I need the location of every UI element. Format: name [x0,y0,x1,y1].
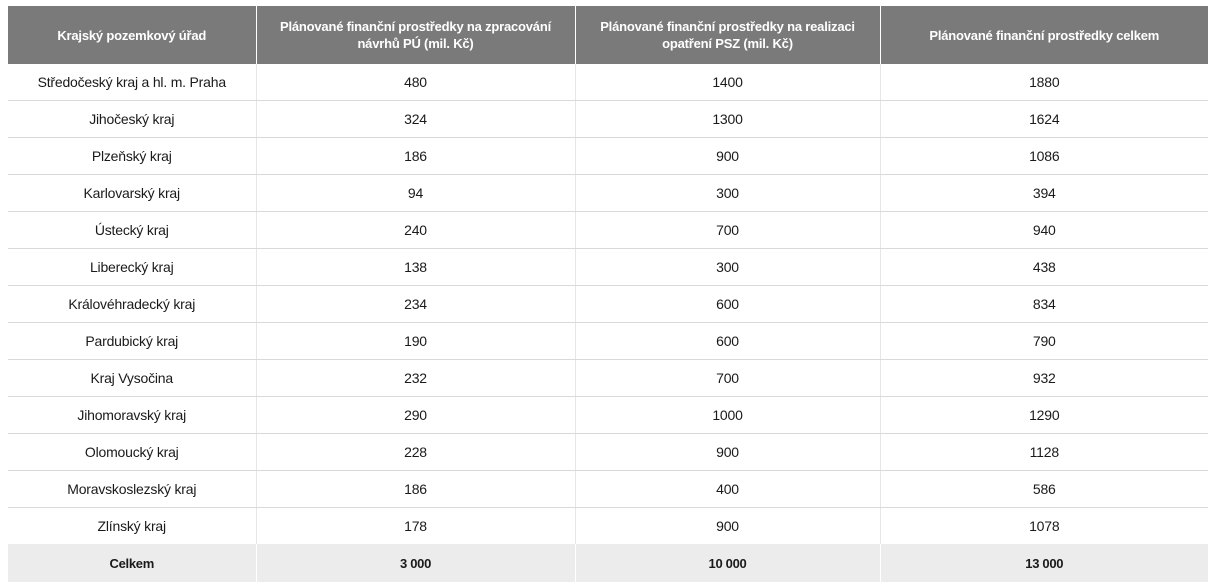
cell-region: Olomoucký kraj [8,434,256,471]
cell-total-funds: 1290 [880,397,1208,434]
cell-design-funds: 186 [256,471,575,508]
total-design-funds: 3 000 [256,544,575,582]
header-row [8,6,1208,64]
header-planned-total-funds: Plánované finanční prostředky celkem [880,6,1208,64]
cell-region: Karlovarský kraj [8,175,256,212]
cell-implementation-funds: 300 [575,249,880,286]
cell-region: Královéhradecký kraj [8,286,256,323]
funding-table [8,6,1208,582]
cell-implementation-funds: 1300 [575,101,880,138]
cell-design-funds: 234 [256,286,575,323]
cell-implementation-funds: 400 [575,471,880,508]
cell-design-funds: 480 [256,64,575,101]
cell-region: Jihomoravský kraj [8,397,256,434]
cell-total-funds: 1128 [880,434,1208,471]
cell-design-funds: 232 [256,360,575,397]
table-row [8,175,1208,212]
cell-region: Středočeský kraj a hl. m. Praha [8,64,256,101]
header-region: Krajský pozemkový úřad [8,6,256,64]
cell-region: Pardubický kraj [8,323,256,360]
table-row [8,286,1208,323]
cell-region: Liberecký kraj [8,249,256,286]
table-row [8,471,1208,508]
cell-design-funds: 138 [256,249,575,286]
cell-design-funds: 228 [256,434,575,471]
cell-implementation-funds: 600 [575,323,880,360]
table-body [8,64,1208,544]
cell-region: Jihočeský kraj [8,101,256,138]
cell-region: Plzeňský kraj [8,138,256,175]
cell-region: Ústecký kraj [8,212,256,249]
table-footer [8,544,1208,582]
cell-total-funds: 1086 [880,138,1208,175]
cell-implementation-funds: 700 [575,360,880,397]
table-container [8,6,1208,582]
total-implementation-funds: 10 000 [575,544,880,582]
table-row [8,138,1208,175]
cell-design-funds: 178 [256,508,575,545]
cell-implementation-funds: 1000 [575,397,880,434]
table-row [8,212,1208,249]
header-planned-design-funds: Plánované finanční prostředky na zpracování návrhů PÚ (mil. Kč) [256,6,575,64]
cell-total-funds: 940 [880,212,1208,249]
cell-total-funds: 394 [880,175,1208,212]
cell-total-funds: 1624 [880,101,1208,138]
table-row [8,64,1208,101]
total-row [8,544,1208,582]
cell-design-funds: 290 [256,397,575,434]
total-all-funds: 13 000 [880,544,1208,582]
table-row [8,249,1208,286]
table-row [8,360,1208,397]
cell-implementation-funds: 900 [575,508,880,545]
cell-total-funds: 790 [880,323,1208,360]
cell-implementation-funds: 900 [575,434,880,471]
cell-region: Kraj Vysočina [8,360,256,397]
header-planned-implementation-funds: Plánované finanční prostředky na realizaci opatření PSZ (mil. Kč) [575,6,880,64]
cell-total-funds: 932 [880,360,1208,397]
table-row [8,101,1208,138]
cell-total-funds: 1880 [880,64,1208,101]
cell-design-funds: 240 [256,212,575,249]
cell-implementation-funds: 700 [575,212,880,249]
table-row [8,508,1208,545]
cell-design-funds: 324 [256,101,575,138]
cell-design-funds: 190 [256,323,575,360]
cell-design-funds: 186 [256,138,575,175]
cell-implementation-funds: 900 [575,138,880,175]
cell-region: Moravskoslezský kraj [8,471,256,508]
cell-implementation-funds: 1400 [575,64,880,101]
total-label: Celkem [8,544,256,582]
table-row [8,397,1208,434]
cell-region: Zlínský kraj [8,508,256,545]
cell-implementation-funds: 300 [575,175,880,212]
cell-total-funds: 834 [880,286,1208,323]
cell-implementation-funds: 600 [575,286,880,323]
cell-total-funds: 586 [880,471,1208,508]
cell-total-funds: 1078 [1029,518,1060,534]
table-row [8,434,1208,471]
table-row [8,323,1208,360]
cell-total-funds: 438 [880,249,1208,286]
cell-design-funds: 94 [256,175,575,212]
table-header [8,6,1208,64]
